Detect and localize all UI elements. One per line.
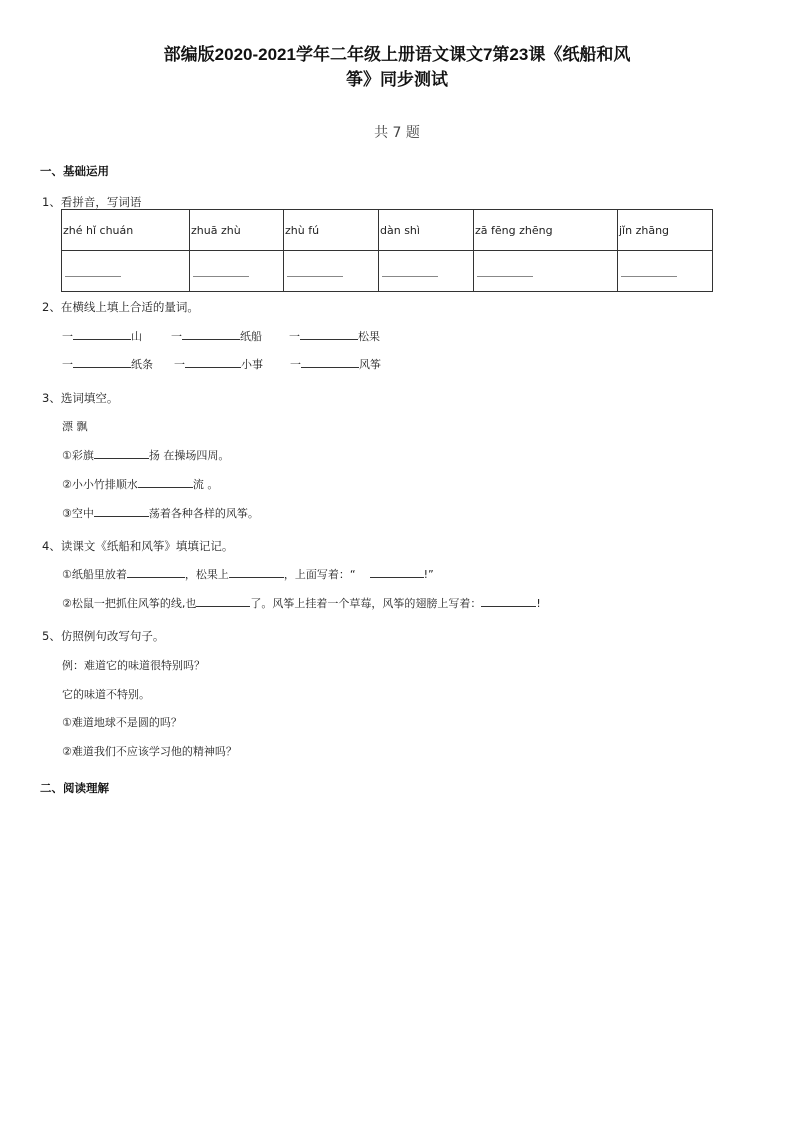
- rewrite-sentence-1: ①难道地球不是圆的吗？: [62, 716, 182, 729]
- suffix: 松果: [358, 330, 380, 343]
- suffix: 纸船: [240, 330, 262, 343]
- section-heading-reading: 二、阅读理解: [40, 781, 109, 795]
- suffix: 山: [131, 330, 142, 343]
- answer-cell[interactable]: [379, 251, 474, 292]
- pinyin-cell: zhù fú: [284, 210, 379, 251]
- fill-blank[interactable]: [196, 596, 250, 607]
- fill-blank[interactable]: [73, 357, 131, 368]
- measure-word-row-2: [62, 356, 381, 372]
- answer-cell[interactable]: [284, 251, 379, 292]
- pinyin-cell: dàn shì: [379, 210, 474, 251]
- pinyin-cell: zhuā zhù: [190, 210, 284, 251]
- sentence-text: ②松鼠一把抓住风筝的线,也: [62, 597, 197, 610]
- question-3-label: 3、选词填空。: [42, 391, 119, 405]
- sentence-text: ①纸船里放着: [62, 568, 127, 581]
- pinyin-table: [61, 209, 713, 292]
- fill-blank[interactable]: [94, 448, 149, 459]
- sentence-text: 了。风筝上挂着一个草莓，风筝的翅膀上写着：: [250, 597, 482, 610]
- fill-sentence-2: [62, 476, 218, 492]
- question-1-label: 1、看拼音，写词语: [42, 195, 142, 209]
- fill-blank[interactable]: [370, 567, 424, 578]
- fill-blank[interactable]: [301, 357, 359, 368]
- pinyin-cell: jǐn zhāng: [618, 210, 713, 251]
- answer-cell[interactable]: [474, 251, 618, 292]
- rewrite-sentence-2: ②难道我们不应该学习他的精神吗？: [62, 745, 237, 758]
- sentence-text: !: [536, 597, 541, 610]
- fill-blank[interactable]: [185, 357, 241, 368]
- fill-blank[interactable]: [481, 596, 536, 607]
- answer-blank[interactable]: [287, 266, 343, 277]
- fill-blank[interactable]: [138, 477, 193, 488]
- fill-blank[interactable]: [73, 329, 131, 340]
- pinyin-cell: zā fēng zhēng: [474, 210, 618, 251]
- recall-sentence-1: [62, 566, 434, 582]
- question-count: 共 7 题: [374, 125, 420, 141]
- answer-blank[interactable]: [477, 266, 533, 277]
- answer-cell[interactable]: [618, 251, 713, 292]
- answer-blank[interactable]: [65, 266, 121, 277]
- word-choices: 漂 飘: [62, 420, 88, 433]
- sentence-text: ①彩旗: [62, 449, 94, 462]
- prefix: 一: [290, 358, 301, 371]
- prefix: 一: [62, 358, 73, 371]
- sentence-text: 扬 在操场四周。: [148, 449, 230, 462]
- prefix: 一: [171, 330, 182, 343]
- question-2-label: 2、在横线上填上合适的量词。: [42, 300, 199, 314]
- example-answer: 它的味道不特别。: [62, 688, 150, 701]
- fill-blank[interactable]: [300, 329, 358, 340]
- sentence-text: ③空中: [62, 507, 94, 520]
- fill-blank[interactable]: [94, 506, 149, 517]
- document-title-line1: 部编版2020-2021学年二年级上册语文课文7第23课《纸船和风: [163, 45, 631, 64]
- question-5-label: 5、仿照例句改写句子。: [42, 629, 165, 643]
- prefix: 一: [174, 358, 185, 371]
- sentence-text: 荡着各种各样的风筝。: [148, 507, 259, 520]
- question-4-label: 4、读课文《纸船和风筝》填填记记。: [42, 539, 234, 553]
- example-sentence: 例：难道它的味道很特别吗？: [62, 659, 205, 672]
- prefix: 一: [289, 330, 300, 343]
- suffix: 小事: [241, 358, 263, 371]
- answer-cell[interactable]: [190, 251, 284, 292]
- suffix: 风筝: [359, 358, 381, 371]
- prefix: 一: [62, 330, 73, 343]
- fill-sentence-3: [62, 505, 259, 521]
- measure-word-row-1: [62, 328, 380, 344]
- sentence-text: !”: [423, 568, 434, 581]
- answer-blank[interactable]: [621, 266, 677, 277]
- pinyin-cell: zhé hǐ chuán: [62, 210, 190, 251]
- sentence-text: ，松果上: [184, 568, 229, 581]
- sentence-text: ，上面写着：“: [283, 568, 356, 581]
- fill-blank[interactable]: [182, 329, 240, 340]
- fill-sentence-1: [62, 447, 229, 463]
- sentence-text: ②小小竹排顺水: [62, 478, 138, 491]
- document-title-line2: 筝》同步测试: [346, 70, 448, 89]
- answer-cell[interactable]: [62, 251, 190, 292]
- answer-blank[interactable]: [382, 266, 438, 277]
- fill-blank[interactable]: [127, 567, 185, 578]
- suffix: 纸条: [131, 358, 153, 371]
- fill-blank[interactable]: [229, 567, 284, 578]
- section-heading-basic: 一、基础运用: [40, 164, 109, 178]
- sentence-text: 流 。: [192, 478, 219, 491]
- recall-sentence-2: [62, 595, 541, 611]
- answer-blank[interactable]: [193, 266, 249, 277]
